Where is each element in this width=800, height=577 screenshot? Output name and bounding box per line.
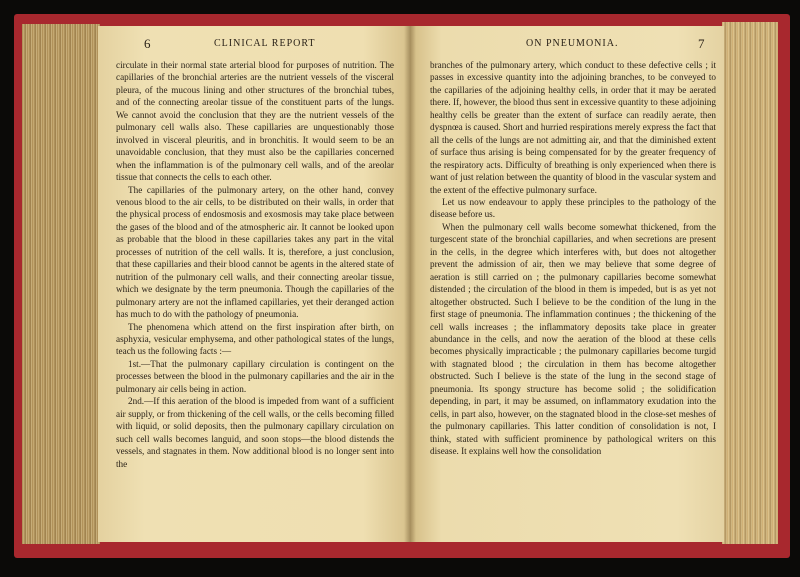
book-gutter — [404, 26, 416, 542]
paragraph: The phenomena which attend on the first inspiration after birth, on asphyxia, vesicular emphysema, and other pathological states of the lungs, teach us the following facts :— — [116, 321, 394, 357]
paragraph: circulate in their normal state arterial blood for purposes of nutrition. The capillaries of the bronchial arteries are the nutrient vessels of the visceral pleura, of the mucous lining and other structures of the bronchial tubes, and of the connecting areolar tissue of the constituent parts of the lungs. We cannot avoid the conclusion that they are the nutrient vessels of the pulmonary cell walls also. These capillaries are unquestionably those involved in visceral pleuritis, and in bronchitis. It would seem to be an unavoidable conclusion, that they must also be the capillaries concerned when the inflammation is of the pulmonary cell walls, and of the areolar tissue that connects the cells to each other. — [116, 60, 394, 183]
right-running-head: ON PNEUMONIA. — [526, 38, 619, 49]
left-page-edges — [22, 24, 100, 544]
left-running-head: CLINICAL REPORT — [214, 38, 316, 49]
paragraph: Let us now endeavour to apply these principles to the pathology of the disease before us. — [430, 196, 716, 220]
paragraph: 2nd.—If this aeration of the blood is impeded from want of a sufficient air supply, or from thickening of the cell walls, or the cells becoming filled with liquid, or solid deposits, then the pulmonary capillary circulation on such cell walls becomes languid, and soon stops—the blood distends the vessels, and stagnates in them. Now additional blood is no longer sent into the — [116, 396, 394, 469]
right-page-text — [430, 59, 716, 458]
paragraph: The capillaries of the pulmonary artery, on the other hand, convey venous blood to the air cells, to be distributed on their walls, in order that the physical process of endosmosis and exosmosis may take place between the gases of the blood and of the atmospheric air. It cannot be looked upon as probable that the blood in these capillaries takes any part in the vital processes of nutrition of the cell walls. It is, therefore, a just conclusion, that these capillaries and their blood cannot be agents in the altered state of nutrition of the pulmonary cell walls, and their connecting areolar tissue, which we designate by the term pneumonia. Though the capillaries of the pulmonary artery are not the inflamed capillaries, yet their deranged action has much to do with the pathology of pneumonia. — [116, 184, 394, 320]
right-page — [410, 26, 724, 542]
paragraph: 1st.—That the pulmonary capillary circulation is contingent on the processes between the blood in the pulmonary capillaries and the air in the pulmonary air cells being in action. — [116, 358, 394, 394]
paragraph: branches of the pulmonary artery, which conduct to these defective cells ; it passes in excessive quantity into the adjoining branches, to be conveyed to the capillaries of the adjoining healthy cells, in order that it may be aerated there. If, however, the blood thus sent in excessive quantity to these adjoining healthy cells be greater than the extent of surface can readily aerate, then dyspnœa is caused. Short and hurried respirations merely express the fact that all the cells of the lungs are not admitting air, and that the diminished extent of surface thus arising is being compensated for by the greater frequency of the respiratory acts. Difficulty of breathing is only experienced when there is want of just relation between the quantity of blood in the vascular system and the extent of the effective pulmonary surface. — [430, 60, 716, 195]
left-page-text — [116, 59, 394, 470]
left-page-number: 6 — [144, 36, 152, 51]
paragraph: When the pulmonary cell walls become somewhat thickened, from the turgescent state of the bronchial capillaries, and when secretions are present in the cells, in the degree which interferes with, but does not altogether prevent the admission of air, then we may believe that some degree of aeration is still carried on ; the pulmonary capillaries become somewhat distended ; the circulation of the blood in them is impeded, but is as yet not altogether obstructed. Such I believe to be the condition of the lung in the first stage of pneumonia. The inflammation continues ; the thickening of the cell walls increases ; the inflammatory deposits take place in greater abundance in the cells, and now the aeration of the blood at these cells becomes physically impracticable ; the pulmonary capillaries become turgid with stagnated blood ; the circulation in them has become altogether obstructed. Such I believe is the state of the lung in the second stage of pneumonia. Its spongy structure has become solid ; the solidification depending, in part, it may be assumed, on inflammatory exudation into the cells, in part also, however, on the stagnated blood in the close-set meshes of the pulmonary capillaries. This latter condition of consolidation is not, I think, stated with sufficient prominence by pathological writers on this disease. It explains well how the consolidation — [430, 221, 716, 457]
left-page — [98, 26, 410, 542]
right-page-edges — [722, 22, 778, 544]
right-page-number: 7 — [698, 36, 706, 51]
